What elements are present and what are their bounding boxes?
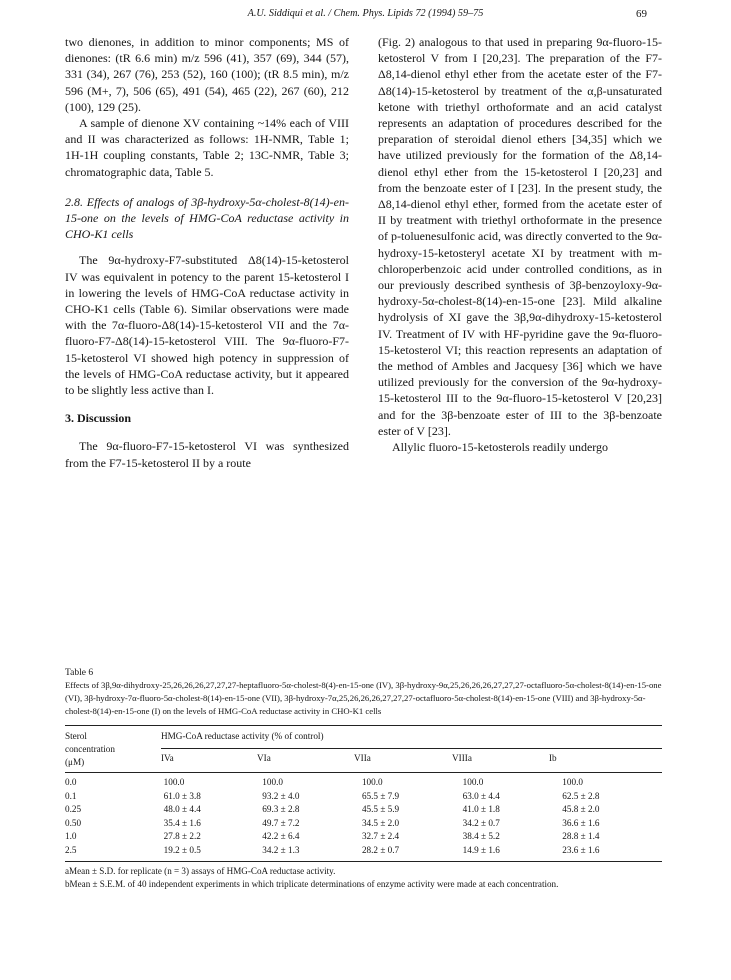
activity-cell: 19.2 ± 0.5 — [163, 844, 201, 855]
left-column — [65, 34, 349, 471]
column-header: VIIa — [354, 753, 371, 763]
activity-cell: 49.7 ± 7.2 — [262, 817, 300, 828]
table-row — [65, 817, 662, 831]
column-header: IVa — [161, 753, 174, 763]
paragraph-dienone-sample: A sample of dienone XV containing ~14% each of VIII and II was characterized as follows: 1H-NMR, Table 1; 1H-1H coupling constants, Table 2; 13C-NMR, Table 3; chromatographic data, Table 5. — [65, 116, 349, 179]
table-bottom-rule — [65, 861, 662, 862]
concentration-cell: 0.0 — [65, 777, 77, 787]
activity-cell: 41.0 ± 1.8 — [462, 804, 500, 815]
concentration-cell: 1.0 — [65, 831, 77, 842]
activity-cell: 93.2 ± 4.0 — [262, 790, 300, 801]
page-header — [0, 8, 731, 24]
activity-cell: 100.0 — [361, 777, 383, 787]
activity-cell: 100.0 — [163, 777, 185, 787]
table-6 — [65, 668, 662, 892]
table-caption: Effects of 3β,9α-dihydroxy-25,26,26,26,27,27,27-heptafluoro-5α-cholest-8(4)-en-15-one (IV), 3β-hydroxy-9α,25,26,26,26,27,27,27-octafluoro-5α-cholest-8(14)-en-15-one (VI), 3β-hydroxy-7α-fluoro-5α-cholest-8(14)-en-15-one (VII), 3β-hydroxy-7α,25,26,26,26,27,27,27-octafluoro-5α-cholest-8(14)-en-15-one (VIII) and 3β-hydroxy-5α-cholest-8(14)-en-15-one (I) on the levels of HMG-CoA reductase activity in CHO-K1 cells — [65, 680, 662, 716]
activity-cell: 62.5 ± 2.8 — [562, 790, 600, 801]
column-header: VIa — [257, 753, 271, 763]
table-row — [65, 803, 662, 817]
table-grid — [65, 726, 662, 769]
activity-cell: 32.7 ± 2.4 — [361, 831, 400, 842]
activity-cell: 36.6 ± 1.6 — [562, 817, 600, 828]
paragraph-allylic-fluoro: Allylic fluoro-15-ketosterols readily undergo — [392, 440, 609, 455]
stub-header-line: (μM) — [65, 757, 85, 767]
activity-cell: 100.0 — [462, 777, 484, 787]
concentration-cell: 2.5 — [65, 844, 77, 855]
activity-cell: 69.3 ± 2.8 — [262, 804, 300, 815]
stub-header-line: concentration — [65, 744, 115, 754]
table-header-row — [65, 726, 662, 769]
table-row — [65, 844, 662, 858]
table-body — [65, 773, 662, 858]
table-row — [65, 773, 662, 790]
footnote-a: aMean ± S.D. for replicate (n = 3) assays of HMG-CoA reductase activity. — [65, 865, 336, 876]
activity-cell: 61.0 ± 3.8 — [163, 790, 201, 801]
group-header-cell — [161, 726, 662, 769]
column-header: VIIIa — [452, 753, 472, 763]
table-label: Table 6 — [65, 668, 94, 678]
activity-cell: 34.2 ± 1.3 — [262, 844, 300, 855]
section-heading-2-8: 2.8. Effects of analogs of 3β-hydroxy-5α-cholest-8(14)-en-15-one on the levels of HMG-CoA reductase activity in CHO-K1 cells — [65, 194, 349, 242]
concentration-cell: 0.1 — [65, 790, 77, 801]
activity-cell: 65.5 ± 7.9 — [361, 790, 400, 801]
activity-cell: 63.0 ± 4.4 — [462, 790, 500, 801]
activity-cell: 38.4 ± 5.2 — [462, 831, 500, 842]
footnote-b: bMean ± S.E.M. of 40 independent experiments in which triplicate determinations of enzyme activity were made at each concentration. — [65, 879, 559, 890]
activity-cell: 100.0 — [262, 777, 283, 787]
running-head: A.U. Siddiqui et al. / Chem. Phys. Lipids 72 (1994) 59–75 — [247, 8, 484, 19]
activity-cell: 35.4 ± 1.6 — [163, 817, 201, 828]
activity-cell: 42.2 ± 6.4 — [262, 831, 300, 842]
right-column — [378, 34, 662, 455]
table-row — [65, 830, 662, 844]
group-header: HMG-CoA reductase activity (% of control) — [161, 731, 324, 741]
concentration-cell: 0.25 — [65, 804, 82, 815]
paragraph-ms-data: two dienones, in addition to minor components; MS of dienones: (tR 6.6 min) m/z 596 (41), 357 (69), 344 (57), 331 (34), 267 (76), 253 (52), 160 (100); (tR 8.5 min), m/z 596 (M+, 7), 506 (65), 491 (54), 465 (22), 267 (60), 212 (100), 129 (25). — [65, 35, 349, 114]
activity-cell: 48.0 ± 4.4 — [163, 804, 201, 815]
paragraph-synthesis-route: (Fig. 2) analogous to that used in preparing 9α-fluoro-15-ketosterol V from I [20,23]. The preparation of the F7-Δ8,14-dienol ethyl ether from the acetate ester of the F7-Δ8(14)-15-ketosterol by treatment of the α,β-unsaturated ketone with triethyl orthoformate and an acid catalyst represents an adaptation of procedures described for the preparation of steroidal dienol ethers [34,35] which we have utilized previously for the formation of the Δ8,14-dienol ethyl ether from the 15-ketosterol I [20,23] and from the benzoate ester of I [23]. In the present study, the Δ8,14-dienol ethyl ether, formed from the acetate ester of II by treatment with triethyl orthoformate in the presence of p-toluenesulfonic acid, was directly converted to the 9α-hydroxy-15-ketosteryl acetate XI by treatment with m-chloroperbenzoic acid under controlled conditions, as in our previously described synthesis of 3β-benzoyloxy-9α-hydroxy-5α-cholest-8(14)-en-15-one [23]. Mild alkaline hydrolysis of XI gave the 3β,9α-dihydroxy-15-ketosterol IV. Treatment of IV with HF-pyridine gave the 9α-fluoro-15-ketosterol VI; this reaction represents an adaptation of the method of Ambles and Jacquesy [36] which we have utilized previously for the conversion of the 9α-hydroxy-15-ketosterol III to the 9α-fluoro-15-ketosterol V [20,23] and for the 3β-benzoate ester of III to the 3β-benzoate ester of V [23]. — [378, 35, 662, 438]
paragraph-potency-results: The 9α-hydroxy-F7-substituted Δ8(14)-15-ketosterol IV was equivalent in potency to the parent 15-ketosterol I in lowering the levels of HMG-CoA reductase activity in CHO-K1 cells (Table 6). Similar observations were made with the 7α-fluoro-Δ8(14)-15-ketosterol VII and the 7α-fluoro-F7-Δ8(14)-15-ketosterol VIII. The 9α-fluoro-F7-15-ketosterol VI showed high potency in suppression of the levels of HMG-CoA reductase activity, but it appeared to be slightly less active than I. — [65, 253, 349, 398]
activity-cell: 100.0 — [562, 777, 583, 787]
stub-header-line: Sterol — [65, 731, 87, 741]
table-row — [65, 790, 662, 804]
activity-cell: 45.5 ± 5.9 — [361, 804, 400, 815]
activity-cell: 45.8 ± 2.0 — [562, 804, 600, 815]
activity-cell: 23.6 ± 1.6 — [562, 844, 600, 855]
stub-header — [65, 726, 161, 769]
activity-cell: 34.2 ± 0.7 — [462, 817, 500, 828]
page-number: 69 — [636, 8, 647, 20]
paragraph-discussion-start: The 9α-fluoro-F7-15-ketosterol VI was synthesized from the F7-15-ketosterol II by a route — [65, 439, 349, 470]
section-heading-discussion: 3. Discussion — [65, 411, 132, 426]
activity-cell: 28.2 ± 0.7 — [361, 844, 400, 855]
concentration-cell: 0.50 — [65, 817, 82, 828]
activity-cell: 14.9 ± 1.6 — [462, 844, 500, 855]
table-footnotes — [65, 865, 662, 893]
activity-cell: 34.5 ± 2.0 — [361, 817, 400, 828]
column-header: Ib — [549, 753, 557, 763]
activity-cell: 28.8 ± 1.4 — [562, 831, 600, 842]
activity-cell: 27.8 ± 2.2 — [163, 831, 201, 842]
